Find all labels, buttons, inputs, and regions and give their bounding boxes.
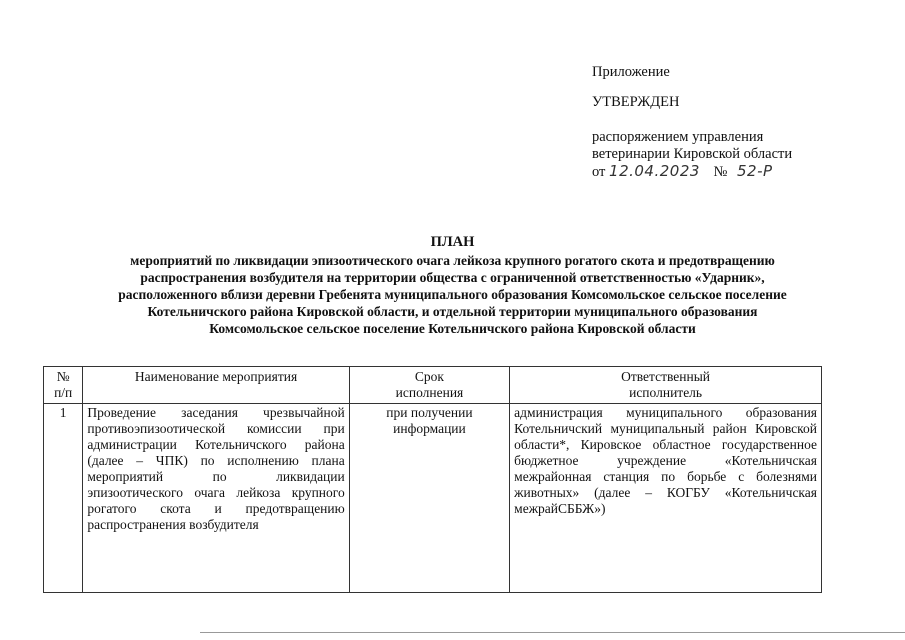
approved-label: УТВЕРЖДЕН <box>592 94 680 110</box>
order-line-2: ветеринарии Кировской области <box>592 146 793 162</box>
table-header-row <box>44 367 822 404</box>
plan-heading: ПЛАН <box>430 234 475 250</box>
order-number: 52-Р <box>737 162 773 180</box>
appendix-label: Приложение <box>592 64 670 80</box>
title-line-4: Котельничского района Кировской области, и отдельной территории муниципального образования <box>147 304 758 319</box>
header-resp-line1: Ответственный <box>621 369 711 384</box>
approval-block <box>592 64 892 181</box>
title-line-2: распространения возбудителя на территории общества с ограниченной ответственностью «Ударник», <box>140 270 765 285</box>
row-term: при получении информации <box>349 404 509 593</box>
plan-table <box>43 366 822 593</box>
header-term-line1: Срок <box>414 369 444 384</box>
row-name: Проведение заседания чрезвычайной противоэпизоотической комиссии при администрации Котельничского района (далее – ЧПК) по исполнению плана мероприятий по ликвидации эпизоотического очага лейкоза крупного рогатого скота и предотвращению распространения возбудителя <box>83 404 349 593</box>
header-num-line1: № <box>56 369 70 384</box>
header-term <box>349 367 509 404</box>
date-prefix: от <box>592 164 606 180</box>
row-responsible: администрация муниципального образования Котельничский муниципальный район Кировской области*, Кировское областное государственное бюджетное учреждение «Котельничская межрайонная станция по борьбе с болезнями животных» (далее – КОГБУ «Котельничская межрайСББЖ») <box>510 404 822 593</box>
document-title <box>30 234 875 337</box>
row-num: 1 <box>44 404 83 593</box>
title-line-1: мероприятий по ликвидации эпизоотического очага лейкоза крупного рогатого скота и предотвращению <box>130 253 775 268</box>
header-responsible <box>510 367 822 404</box>
scan-edge-line <box>200 632 905 633</box>
header-term-line2: исполнения <box>395 385 464 400</box>
order-line-1: распоряжением управления <box>592 129 764 145</box>
order-date: 12.04.2023 <box>609 162 700 180</box>
table-row <box>44 404 822 593</box>
header-num-line2: п/п <box>54 385 73 400</box>
header-resp-line2: исполнитель <box>629 385 703 400</box>
order-date-line <box>592 163 892 181</box>
header-name: Наименование мероприятия <box>83 367 349 404</box>
title-line-3: расположенного вблизи деревни Гребенята муниципального образования Комсомольское сельское поселение <box>118 287 787 302</box>
title-line-5: Комсомольское сельское поселение Котельничского района Кировской области <box>209 321 696 336</box>
number-sign: № <box>713 164 728 180</box>
header-num <box>44 367 83 404</box>
